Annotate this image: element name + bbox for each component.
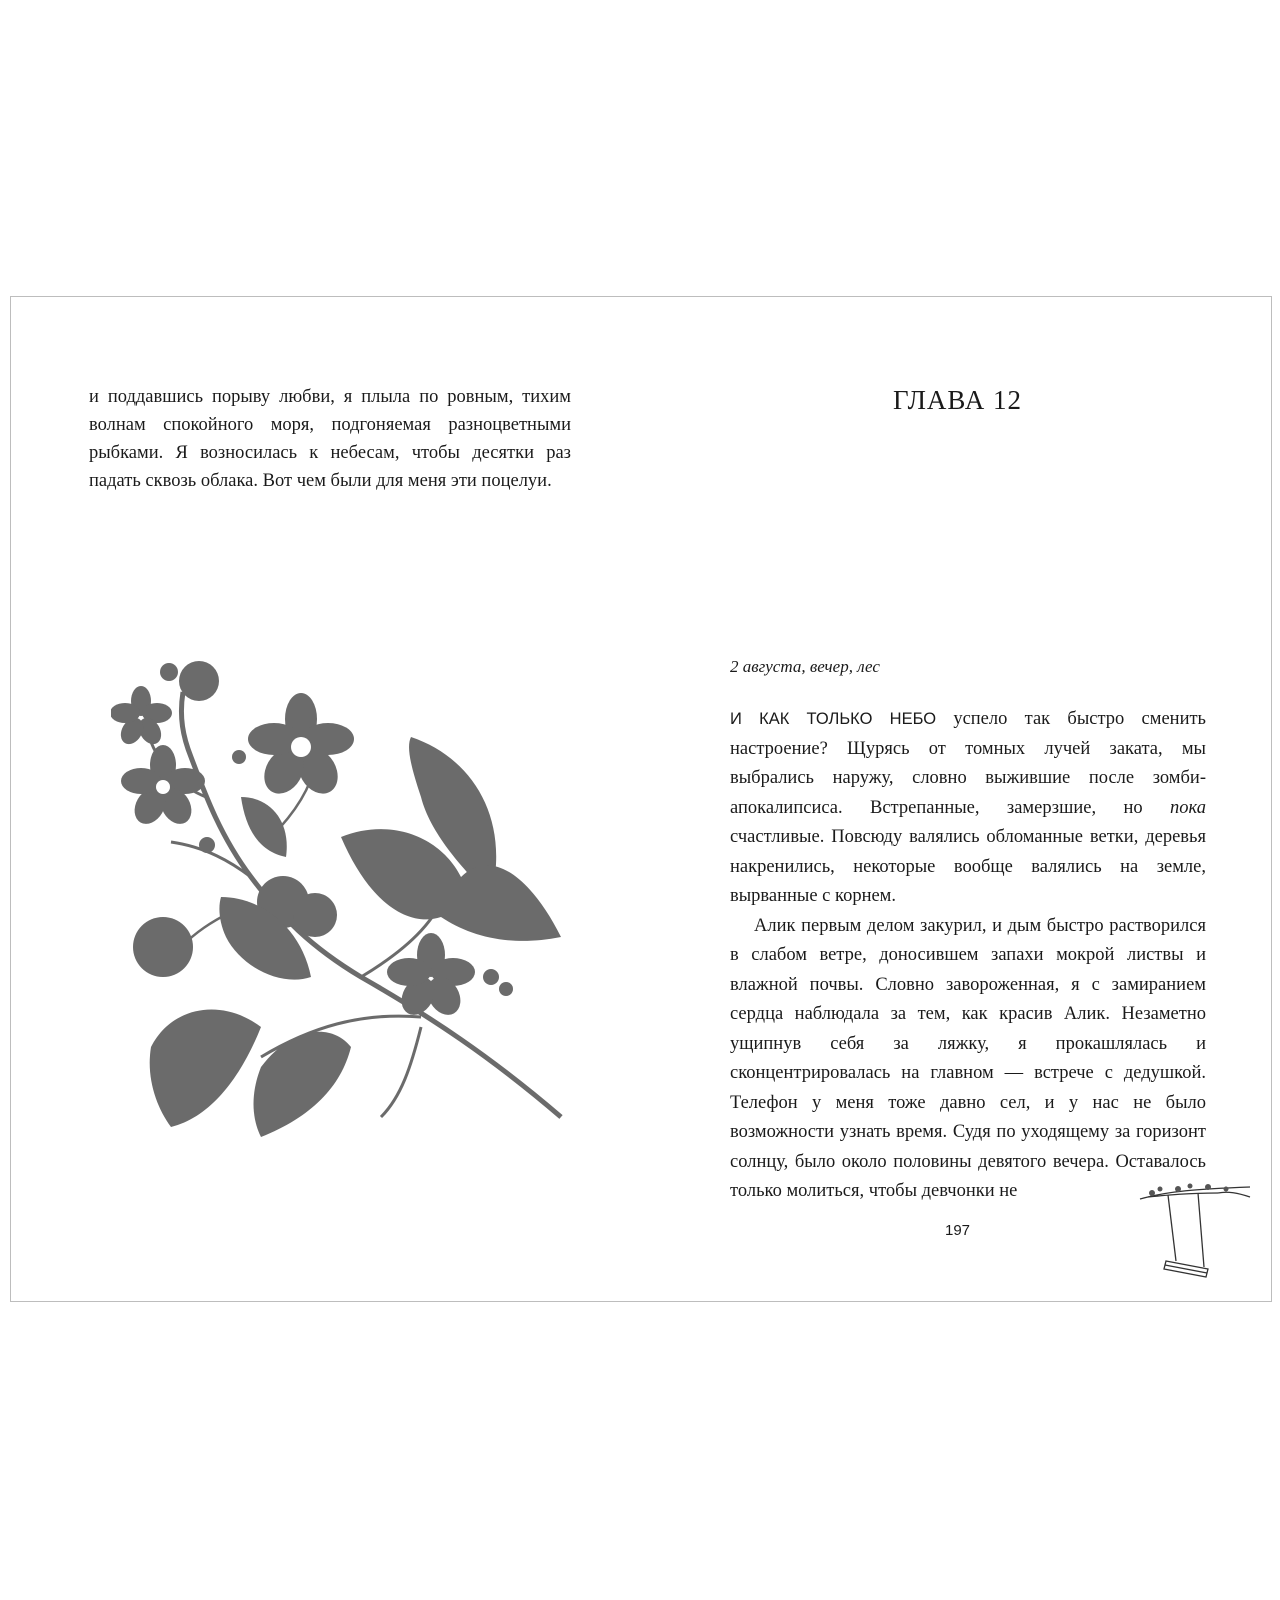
paragraph-1-text-b: счастливые. Повсюду валялись обломанные ветки, деревья накренились, некоторые вообще валялись на земле, вырванные с корнем. <box>730 827 1206 906</box>
dateline: 2 августа, вечер, лес <box>730 657 880 676</box>
left-paragraph: и поддавшись порыву любви, я плыла по ровным, тихим волнам спокойного моря, подгоняемая разноцветными рыбками. Я возносилась к небесам, чтобы десятки раз падать сквозь облака. Вот чем были для меня эти поцелуи. <box>89 387 571 491</box>
tree-swing-icon <box>1138 1183 1256 1289</box>
blackberry-branch-illustration <box>111 647 591 1207</box>
paragraph-1-text-a: успело так быстро сменить настроение? Щурясь от томных лучей заката, мы выбрались наружу, словно выжившие после зомби-апокалипсиса. Встрепанные, замерзшие, но <box>730 709 1206 818</box>
left-page <box>11 297 642 1301</box>
italic-word: пока <box>1170 797 1206 818</box>
right-page <box>642 297 1273 1301</box>
lead-in-caps: И КАК ТОЛЬКО НЕБО <box>730 710 937 728</box>
page-number: 197 <box>944 1222 971 1239</box>
left-page-text <box>89 383 571 495</box>
chapter-title: ГЛАВА 12 <box>893 385 1022 415</box>
paragraph-2: Алик первым делом закурил, и дым быстро растворился в слабом ветре, доносившем запахи мокрой листвы и влажной почвы. Словно завороженная, я с замиранием сердца наблюдала за тем, как красив Алик. Незаметно ущипнув себя за ляжку, я прокашлялась и сконцентрировалась на главном — встрече с дедушкой. Телефон у меня тоже давно сел, и у нас не было возможности узнать время. Судя по уходящему за горизонт солнцу, было около половины девятого вечера. Оставалось только молиться, чтобы девчонки не <box>730 915 1206 1201</box>
right-page-text <box>730 705 1206 1207</box>
paragraph-1 <box>730 705 1206 912</box>
book-spread <box>10 296 1272 1302</box>
